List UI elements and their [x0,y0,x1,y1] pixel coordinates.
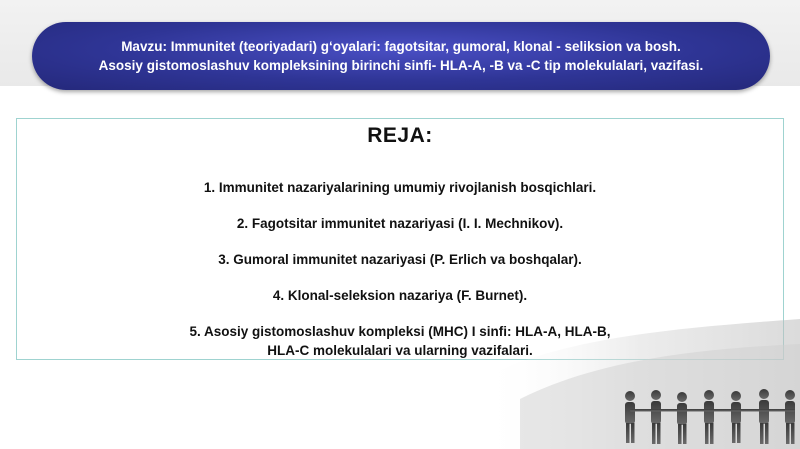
topic-title-line-1: Mavzu: Immunitet (teoriyadari) g‘oyalari: fagotsitar, gumoral, klonal - seliksion va bosh. [121,39,681,54]
plan-item-4: 4. Klonal-seleksion nazariya (F. Burnet). [272,288,528,303]
plan-item-5-line-1: 5. Asosiy gistomoslashuv kompleksi (MHC) I sinfi: HLA-A, HLA-B, [189,324,611,339]
plan-item-5-line-2: HLA-C molekulalari va ularning vazifalari. [267,343,533,358]
plan-item-2: 2. Fagotsitar immunitet nazariyasi (I. I. Mechnikov). [236,216,564,231]
linked-hands-line [630,409,795,412]
topic-title-line-2: Asosiy gistomoslashuv kompleksining birinchi sinfi- HLA-A, -B va -C tip molekulalari, vazifasi. [98,58,704,73]
plan-item-3: 3. Gumoral immunitet nazariyasi (P. Erlich va boshqalar). [218,252,582,267]
people-silhouettes-decoration [480,319,800,449]
topic-title-banner [32,22,770,90]
plan-item-1: 1. Immunitet nazariyalarining umumiy rivojlanish bosqichlari. [203,180,597,195]
plan-title: REJA: [367,124,433,147]
